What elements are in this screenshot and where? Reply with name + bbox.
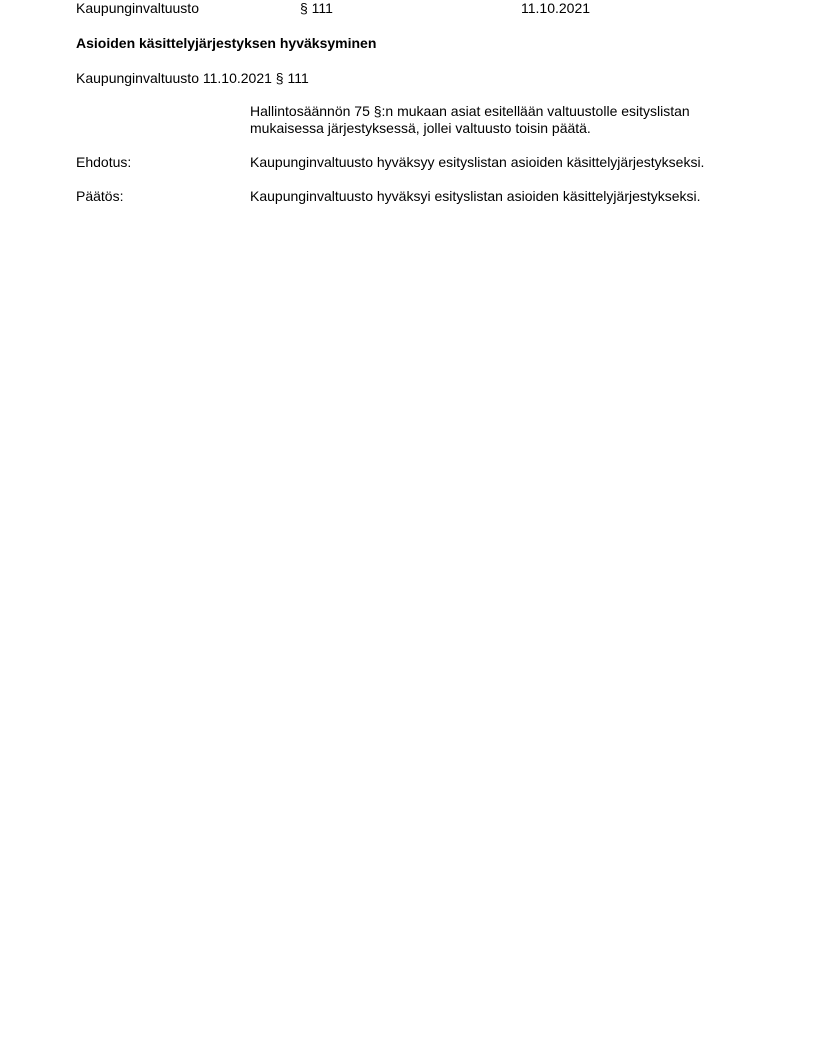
meeting-reference: Kaupunginvaltuusto 11.10.2021 § 111 <box>76 70 309 86</box>
body-paragraph <box>250 103 750 137</box>
proposal-label: Ehdotus: <box>76 154 132 170</box>
body-line-1: Hallintosäännön 75 §:n mukaan asiat esitellään valtuustolle esityslistan <box>250 103 690 119</box>
header-organ: Kaupunginvaltuusto <box>76 0 199 16</box>
body-line-2: mukaisessa järjestyksessä, jollei valtuusto toisin päätä. <box>250 120 591 136</box>
decision-label: Päätös: <box>76 188 124 204</box>
header-section-number: § 111 <box>300 0 333 16</box>
header-date: 11.10.2021 <box>521 0 591 16</box>
decision-text: Kaupunginvaltuusto hyväksyi esityslistan asioiden käsittelyjärjestykseksi. <box>250 188 701 204</box>
document-title: Asioiden käsittelyjärjestyksen hyväksyminen <box>76 35 377 51</box>
proposal-text: Kaupunginvaltuusto hyväksyy esityslistan asioiden käsittelyjärjestykseksi. <box>250 154 705 170</box>
